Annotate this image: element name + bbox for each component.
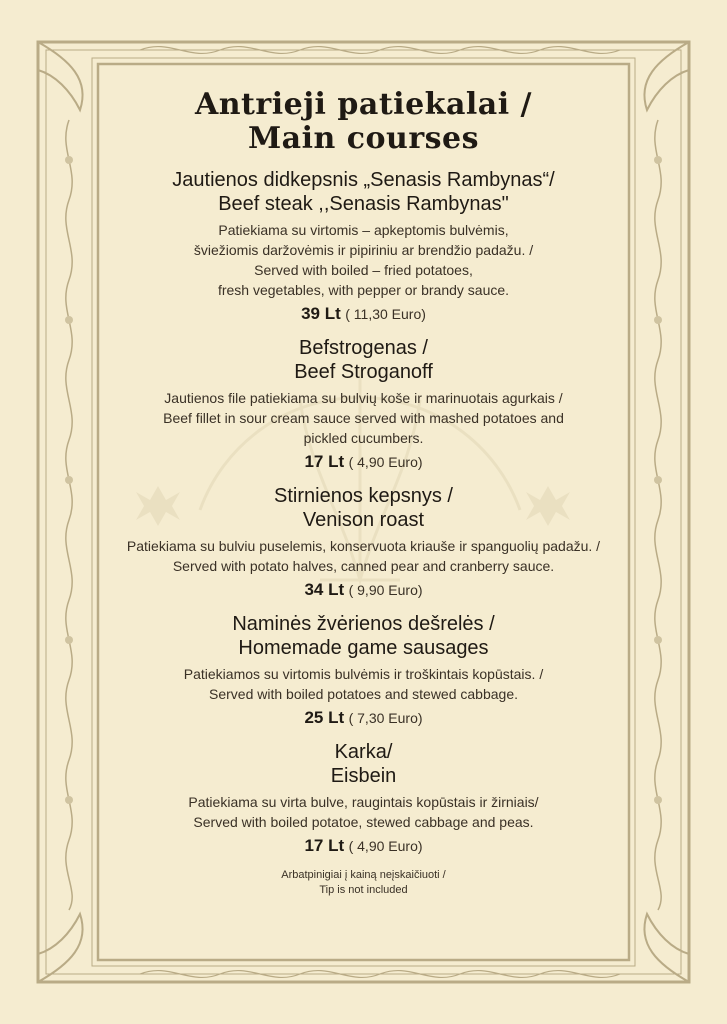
desc-line: Patiekiama su bulviu puselemis, konservuota kriauše ir spanguolių padažu. / bbox=[126, 538, 601, 554]
desc-line: Served with boiled potatoes and stewed cabbage. bbox=[209, 686, 518, 702]
title-line-2: Main courses bbox=[247, 121, 480, 156]
price-euro: ( 4,90 Euro) bbox=[348, 838, 423, 854]
price-litas: 17 Lt bbox=[304, 452, 345, 471]
dish-name-lt: Naminės žvėrienos dešrelės / bbox=[232, 613, 495, 635]
desc-line: Jautienos file patiekiama su bulvių koše ir marinuotais agurkais / bbox=[164, 390, 563, 406]
price-litas: 39 Lt bbox=[301, 304, 341, 323]
dish-price bbox=[90, 835, 637, 858]
desc-line: Patiekiama su virta bulve, raugintais kopūstais ir žirniais/ bbox=[188, 794, 539, 810]
dish-name-lt: Jautienos didkepsnis „Senasis Rambynas“/ bbox=[172, 169, 555, 191]
desc-line: fresh vegetables, with pepper or brandy sauce. bbox=[217, 282, 510, 298]
dish-beef-stroganoff bbox=[90, 336, 637, 474]
desc-line: šviežiomis daržovėmis ir pipiriniu ar brendžio padažu. / bbox=[193, 242, 534, 258]
price-euro: ( 7,30 Euro) bbox=[348, 710, 423, 726]
desc-line: Served with potato halves, canned pear and cranberry sauce. bbox=[172, 558, 555, 574]
dish-price bbox=[90, 303, 637, 326]
desc-line: Patiekiama su virtomis – apkeptomis bulvėmis, bbox=[218, 222, 509, 238]
dish-description bbox=[90, 664, 637, 704]
dish-game-sausages bbox=[90, 612, 637, 730]
dish-price bbox=[90, 579, 637, 602]
tip-note-lt: Arbatpinigiai į kainą neįskaičiuoti / bbox=[281, 869, 446, 881]
dish-beef-steak bbox=[90, 168, 637, 326]
dish-name-lt: Stirnienos kepsnys / bbox=[274, 485, 453, 507]
price-euro: ( 9,90 Euro) bbox=[348, 582, 423, 598]
dish-name-en: Beef Stroganoff bbox=[294, 361, 433, 383]
desc-line: Patiekiamos su virtomis bulvėmis ir troškintais kopūstais. / bbox=[183, 666, 544, 682]
dish-name-en: Beef steak ,,Senasis Rambynas" bbox=[218, 193, 509, 215]
dish-description bbox=[90, 792, 637, 832]
dish-name-en: Eisbein bbox=[330, 765, 397, 787]
desc-line: Served with boiled potatoe, stewed cabbage and peas. bbox=[193, 814, 534, 830]
tip-note-en: Tip is not included bbox=[319, 884, 408, 896]
desc-line: Beef fillet in sour cream sauce served with mashed potatoes and bbox=[163, 410, 564, 426]
dish-description bbox=[90, 388, 637, 448]
price-litas: 25 Lt bbox=[304, 708, 345, 727]
menu-content bbox=[90, 88, 637, 898]
dish-name-en: Homemade game sausages bbox=[238, 637, 489, 659]
desc-line: pickled cucumbers. bbox=[303, 430, 424, 446]
dish-description bbox=[90, 220, 637, 300]
price-euro: ( 11,30 Euro) bbox=[345, 306, 426, 322]
dish-venison-roast bbox=[90, 484, 637, 602]
price-euro: ( 4,90 Euro) bbox=[348, 454, 423, 470]
dish-name-en: Venison roast bbox=[302, 509, 425, 531]
dish-name-lt: Karka/ bbox=[334, 741, 393, 763]
dish-name-lt: Befstrogenas / bbox=[299, 337, 428, 359]
desc-line: Served with boiled – fried potatoes, bbox=[254, 262, 473, 278]
price-litas: 34 Lt bbox=[304, 580, 345, 599]
page-title bbox=[90, 88, 637, 156]
title-line-1: Antrieji patiekalai / bbox=[194, 87, 533, 122]
price-litas: 17 Lt bbox=[304, 836, 345, 855]
tip-note bbox=[90, 868, 637, 898]
dish-price bbox=[90, 451, 637, 474]
dish-description bbox=[90, 536, 637, 576]
dish-eisbein bbox=[90, 740, 637, 858]
dish-price bbox=[90, 707, 637, 730]
